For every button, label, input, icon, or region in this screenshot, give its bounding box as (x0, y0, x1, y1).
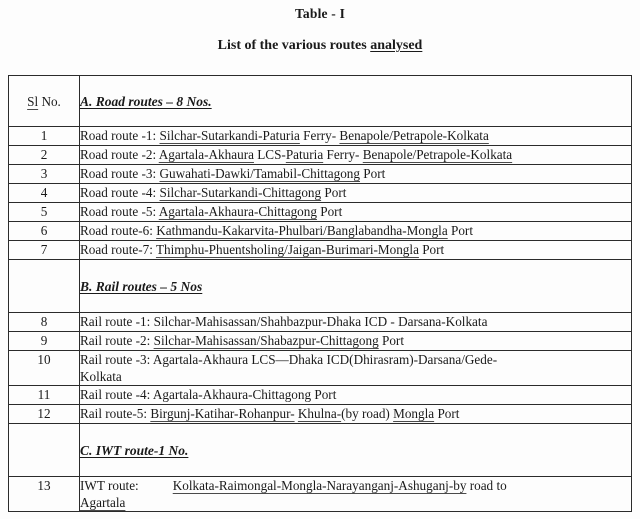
cell-serial-number (9, 241, 80, 260)
cell-section-heading (80, 424, 632, 477)
route-place-names: Agartala (80, 495, 126, 510)
route-place-names: Kathmandu-Kakarvita-Phulbari/Banglabandha-Mongla (156, 223, 448, 238)
section-heading: B. Rail routes – 5 Nos (80, 278, 203, 294)
cell-serial-number (9, 146, 80, 165)
serial-number: 3 (40, 166, 48, 181)
serial-number: 12 (37, 406, 51, 421)
cell-route-description (80, 165, 632, 184)
section-heading: C. IWT route-1 No. (80, 442, 189, 458)
serial-number: 2 (40, 147, 48, 162)
serial-number: 9 (40, 333, 48, 348)
cell-route-description (80, 477, 632, 512)
cell-serial-number (9, 165, 80, 184)
table-header-row (9, 76, 632, 127)
route-place-names: Mongla (393, 406, 435, 421)
cell-route-description (80, 386, 632, 405)
route-text: Rail route -2: (80, 333, 154, 348)
subtitle-underlined-word: analysed (370, 38, 423, 53)
route-text: Port (378, 333, 404, 348)
route-text: Road route -3: (80, 166, 160, 181)
route-text: Road route -1: (80, 128, 160, 143)
cell-route-description (80, 405, 632, 424)
table-row (9, 222, 632, 241)
table-row (9, 146, 632, 165)
table-row (9, 332, 632, 351)
route-text: road to (466, 478, 507, 493)
route-place-names: Agartala-Akhaura (158, 147, 254, 162)
routes-table (8, 75, 632, 512)
header-cell-section-a (80, 76, 632, 127)
route-place-names: Guwahati-Dawki/Tamabil-Chittagong (159, 166, 360, 181)
routes-table-body (9, 76, 632, 512)
route-text: Road route-7: (80, 242, 156, 257)
route-place-names: Silchar-Sutarkandi-Chittagong (159, 185, 322, 200)
route-place-names: Birgunj-Katihar-Rohanpur- (150, 406, 295, 421)
route-text: Ferry- (323, 147, 363, 162)
route-text: LCS- (253, 147, 286, 162)
cell-serial-number (9, 260, 80, 313)
cell-route-description (80, 203, 632, 222)
cell-serial-number (9, 351, 80, 386)
table-row (9, 477, 632, 512)
section-row (9, 424, 632, 477)
cell-serial-number (9, 203, 80, 222)
route-place-names: Silchar-Sutarkandi-Paturia (159, 128, 300, 143)
route-text: Road route-6: (80, 223, 157, 238)
section-a-heading: A. Road routes – 8 Nos. (80, 93, 212, 109)
serial-number: 8 (40, 314, 48, 329)
table-subtitle (0, 38, 640, 54)
cell-route-description (80, 241, 632, 260)
cell-serial-number (9, 332, 80, 351)
route-text: IWT route: (80, 478, 139, 493)
route-place-names: Agartala-Akhaura-Chittagong (158, 204, 317, 219)
table-row (9, 405, 632, 424)
serial-number: 6 (40, 223, 48, 238)
route-text: Ferry- (299, 128, 340, 143)
sl-label: Sl (27, 93, 39, 109)
route-text: Rail route-5: (80, 406, 151, 421)
table-title: Table - I (294, 6, 346, 21)
cell-route-description (80, 351, 632, 386)
cell-serial-number (9, 127, 80, 146)
cell-serial-number (9, 184, 80, 203)
route-place-names: Benapole/Petrapole-Kolkata (339, 128, 489, 143)
route-text: Port (321, 185, 347, 200)
cell-serial-number (9, 222, 80, 241)
route-text: Road route -2: (80, 147, 159, 162)
serial-number: 10 (37, 352, 51, 367)
route-place-names: Thimphu-Phuentsholing/Jaigan-Burimari-Mongla (155, 242, 419, 257)
no-label: No. (38, 93, 61, 109)
cell-route-description (80, 127, 632, 146)
cell-route-description (80, 184, 632, 203)
route-text: Port (360, 166, 386, 181)
table-row (9, 165, 632, 184)
cell-route-description (80, 332, 632, 351)
serial-number: 13 (37, 478, 51, 493)
subtitle-text: List of the various routes (217, 38, 371, 53)
table-row (9, 313, 632, 332)
route-text: Port (316, 204, 343, 219)
table-row (9, 241, 632, 260)
table-row (9, 386, 632, 405)
route-text: Rail route -3: Agartala-Akhaura LCS—Dhaka ICD(Dhirasram)-Darsana/Gede- (80, 352, 498, 367)
route-place-names: Kolkata-Raimongal-Mongla-Narayanganj-Ashuganj-by (172, 478, 467, 493)
cell-serial-number (9, 386, 80, 405)
serial-number: 7 (40, 242, 48, 257)
cell-serial-number (9, 405, 80, 424)
route-text: Kolkata (80, 369, 122, 384)
serial-number: 4 (40, 185, 48, 200)
route-place-names: Khulna- (297, 406, 342, 421)
route-text: Road route -4: (80, 185, 160, 200)
cell-serial-number (9, 313, 80, 332)
route-text: Port (447, 223, 473, 238)
cell-route-description (80, 222, 632, 241)
serial-number: 5 (40, 204, 48, 219)
cell-section-heading (80, 260, 632, 313)
cell-serial-number (9, 477, 80, 512)
route-text: Port (418, 242, 445, 257)
route-text: Rail route -1: Silchar-Mahisassan/Shahbazpur-Dhaka ICD - Darsana-Kolkata (80, 314, 488, 329)
route-text: Port (434, 406, 460, 421)
route-text: Rail route -4: Agartala-Akhaura-Chittagong Port (80, 387, 337, 402)
table-row (9, 184, 632, 203)
serial-number: 11 (37, 387, 51, 402)
header-cell-sl-no (9, 76, 80, 127)
route-place-names: Benapole/Petrapole-Kolkata (362, 147, 513, 162)
serial-number: 1 (40, 128, 48, 143)
section-row (9, 260, 632, 313)
route-place-names: Silchar-Mahisassan/Shabazpur-Chittagong (153, 333, 379, 348)
cell-route-description (80, 313, 632, 332)
route-text: Road route -5: (80, 204, 159, 219)
table-row (9, 203, 632, 222)
route-text: (by road) (341, 406, 394, 421)
table-row (9, 127, 632, 146)
cell-route-description (80, 146, 632, 165)
table-row (9, 351, 632, 386)
route-place-names: Paturia (285, 147, 324, 162)
cell-serial-number (9, 424, 80, 477)
